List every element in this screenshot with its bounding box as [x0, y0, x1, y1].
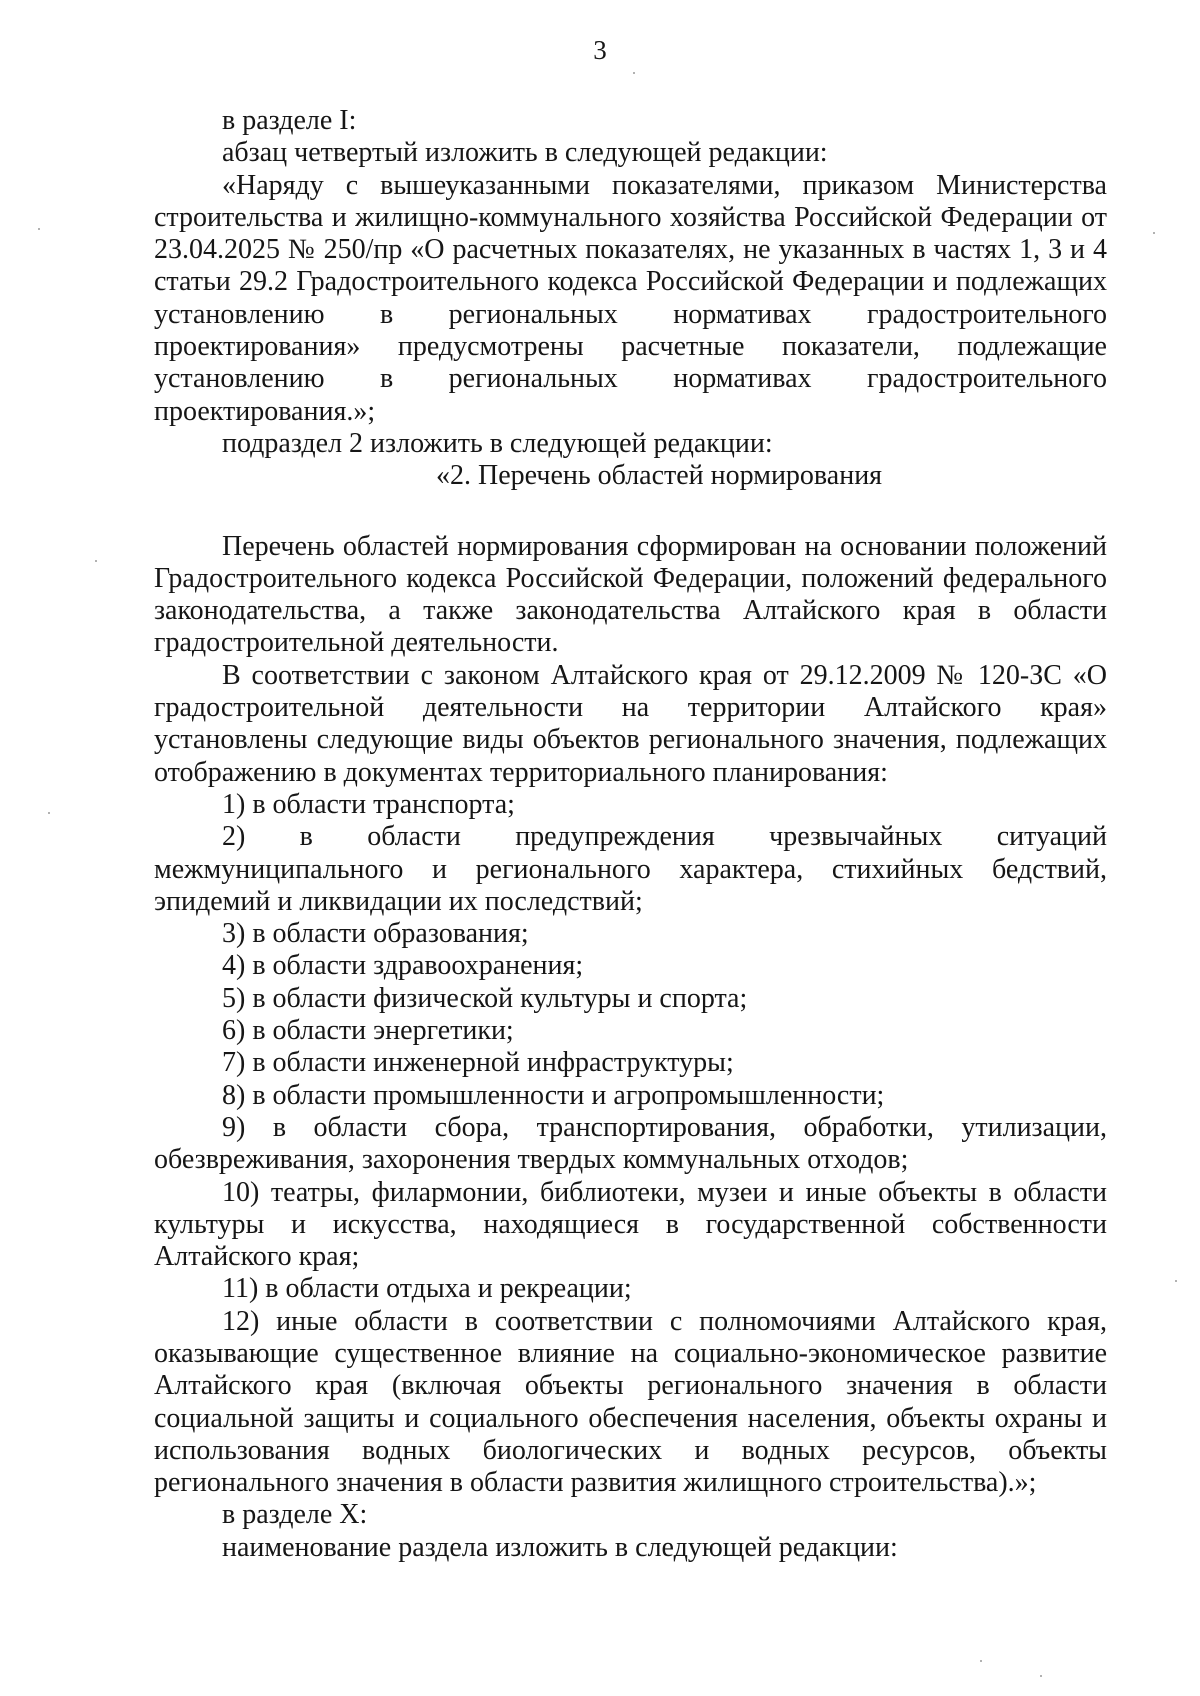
- paragraph-body: В соответствии с законом Алтайского края от 29.12.2009 № 120-ЗС «О градостроительной деятельности на территории Алтайского края» установлены следующие виды объектов регионального значения, подлежащих отображению в документах территориального планирования:: [154, 659, 1107, 788]
- list-item: 9) в области сбора, транспортирования, обработки, утилизации, обезвреживания, захоронения твердых коммунальных отходов;: [154, 1111, 1107, 1176]
- scan-speck: [1175, 1280, 1177, 1282]
- scan-speck: [980, 1660, 982, 1662]
- scan-speck: [1040, 1675, 1042, 1677]
- paragraph-section-ref: в разделе I:: [222, 105, 357, 136]
- scan-speck: [1153, 232, 1155, 234]
- scan-speck: [48, 812, 50, 814]
- list-item: 3) в области образования;: [222, 918, 529, 950]
- scan-speck: [95, 560, 97, 562]
- paragraph-instruction: абзац четвертый изложить в следующей редакции:: [222, 137, 828, 169]
- list-item: 1) в области транспорта;: [222, 788, 515, 820]
- paragraph-body: Перечень областей нормирования сформирован на основании положений Градостроительного кодекса Российской Федерации, положений федерального законодательства, а также законодательства Алтайского края в области градостроительной деятельности.: [154, 530, 1107, 659]
- scan-speck: [633, 72, 635, 74]
- paragraph-section-ref: в разделе X:: [222, 1499, 368, 1531]
- list-item: 5) в области физической культуры и спорта;: [222, 982, 748, 1014]
- scan-speck: [38, 228, 40, 230]
- list-item: 11) в области отдыха и рекреации;: [222, 1273, 632, 1305]
- list-item: 2) в области предупреждения чрезвычайных ситуаций межмуниципального и регионального характера, стихийных бедствий, эпидемий и ликвидации их последствий;: [154, 821, 1107, 917]
- paragraph-quoted-text: «Наряду с вышеуказанными показателями, приказом Министерства строительства и жилищно-коммунального хозяйства Российской Федерации от 23.04.2025 № 250/пр «О расчетных показателях, не указанных в частях 1, 3 и 4 статьи 29.2 Градостроительного кодекса Российской Федерации и подлежащих установлению в региональных нормативах градостроительного проектирования» предусмотрены расчетные показатели, подлежащие установлению в региональных нормативах градостроительного проектирования.»;: [154, 169, 1107, 427]
- subsection-heading: «2. Перечень областей нормирования: [436, 460, 883, 492]
- document-body: [154, 105, 1107, 1564]
- list-item: 8) в области промышленности и агропромышленности;: [222, 1079, 885, 1111]
- list-item: 10) театры, филармонии, библиотеки, музеи и иные объекты в области культуры и искусства, находящиеся в государственной собственности Алтайского края;: [154, 1176, 1107, 1273]
- list-item: 12) иные области в соответствии с полномочиями Алтайского края, оказывающие существенное влияние на социально-экономическое развитие Алтайского края (включая объекты регионального значения в области социальной защиты и социального обеспечения населения, объекты охраны и использования водных биологических и водных ресурсов, объекты регионального значения в области развития жилищного строительства).»;: [154, 1305, 1107, 1499]
- list-item: 4) в области здравоохранения;: [222, 950, 584, 982]
- list-item: 6) в области энергетики;: [222, 1015, 514, 1047]
- list-item: 7) в области инженерной инфраструктуры;: [222, 1047, 734, 1079]
- paragraph-instruction: наименование раздела изложить в следующей редакции:: [222, 1531, 898, 1563]
- page-number: 3: [593, 35, 607, 65]
- blank-line: [154, 493, 1107, 531]
- paragraph-instruction: подраздел 2 изложить в следующей редакции:: [222, 427, 773, 459]
